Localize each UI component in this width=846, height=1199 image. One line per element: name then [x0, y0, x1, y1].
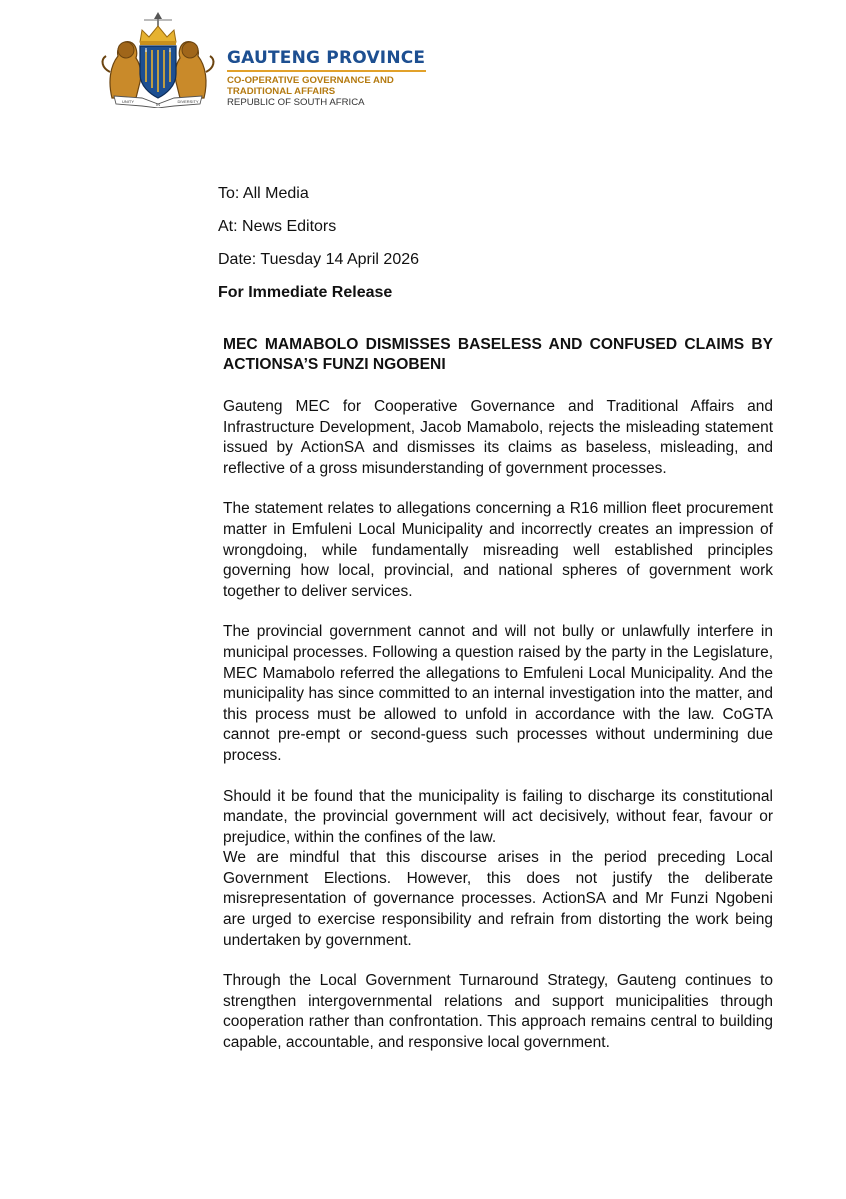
to-line: To: All Media: [218, 185, 309, 202]
headline: MEC MAMABOLO DISMISSES BASELESS AND CONFUSED CLAIMS BY ACTIONSA’S FUNZI NGOBENI: [223, 336, 773, 373]
crest-motto-left: UNITY: [122, 99, 134, 104]
department-line-2: TRADITIONAL AFFAIRS: [227, 86, 336, 97]
org-name: GAUTENG PROVINCE: [227, 48, 426, 68]
gauteng-coat-of-arms-icon: [96, 12, 220, 108]
crest-motto-middle: IN: [156, 102, 160, 107]
paragraph-1: Gauteng MEC for Cooperative Governance and Traditional Affairs and Infrastructure Development, Jacob Mamabolo, rejects the misleading statement issued by ActionSA and dismisses its claims as baseless, misleading, and reflective of a gross misunderstanding of government processes.: [223, 398, 773, 477]
org-block: [227, 48, 426, 108]
letterhead: [96, 12, 456, 112]
paragraph-2: The statement relates to allegations concerning a R16 million fleet procurement matter in Emfuleni Local Municipality and incorrectly creates an impression of wrongdoing, while fundamentally misreading well established principles governing how local, provincial, and national spheres of government work together to deliver services.: [223, 500, 773, 600]
paragraph-5: We are mindful that this discourse arises in the period preceding Local Government Elections. However, this does not justify the deliberate misrepresentation of governance processes. ActionSA and Mr Funzi Ngobeni are urged to exercise responsibility and refrain from distorting the work being undertaken by government.: [223, 849, 773, 949]
department-line-1: CO-OPERATIVE GOVERNANCE AND: [227, 75, 394, 86]
press-release-body: [223, 335, 773, 1054]
at-line: At: News Editors: [218, 218, 337, 235]
paragraph-6: Through the Local Government Turnaround Strategy, Gauteng continues to strengthen intergovernmental relations and support municipalities through cooperation rather than confrontation. This approach remains central to building capable, accountable, and responsive local government.: [223, 972, 773, 1052]
date-line: Date: Tuesday 14 April 2026: [218, 251, 420, 268]
crest-motto-right: DIVERSITY: [177, 99, 199, 104]
org-divider: [227, 70, 426, 72]
paragraph-3: The provincial government cannot and will not bully or unlawfully interfere in municipal processes. Following a question raised by the party in the Legislature, MEC Mamabolo referred the allegations to Emfuleni Local Municipality. And the municipality has since committed to an internal investigation into the matter, and this process must be allowed to unfold in accordance with the law. CoGTA cannot pre-empt or second-guess such processes without undermining due process.: [223, 623, 773, 764]
country-line: REPUBLIC OF SOUTH AFRICA: [227, 97, 365, 108]
paragraph-4: Should it be found that the municipality is failing to discharge its constitutional mandate, the provincial government will act decisively, without fear, favour or prejudice, within the confines of the law.: [223, 787, 773, 846]
release-line: For Immediate Release: [218, 284, 393, 301]
